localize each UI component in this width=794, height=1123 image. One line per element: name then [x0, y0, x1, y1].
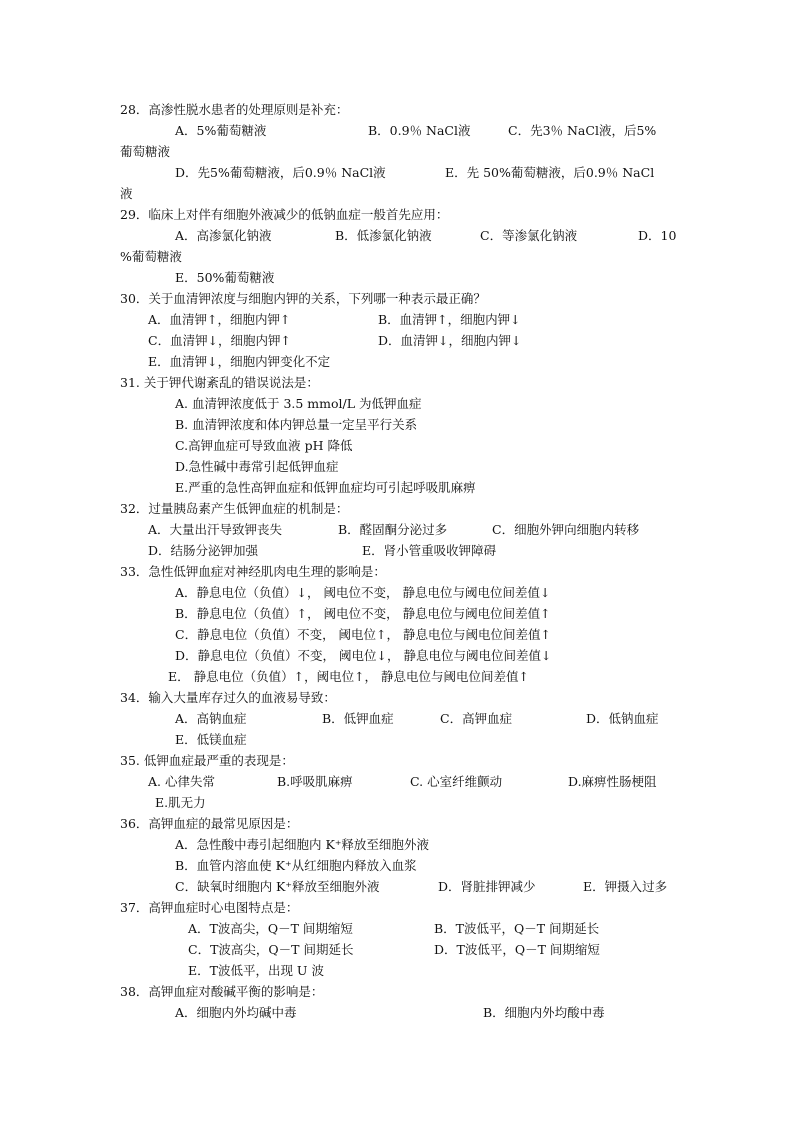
- answer-option: D．T波低平，Q－T 间期缩短: [434, 942, 600, 957]
- answer-option: C．血清钾↓，细胞内钾↑: [148, 333, 292, 348]
- answer-option: B．低渗氯化钠液: [335, 228, 432, 243]
- answer-option: E．血清钾↓，细胞内钾变化不定: [148, 354, 331, 369]
- answer-option: A．高钠血症: [175, 711, 247, 726]
- answer-option: A．静息电位（负值）↓， 阈电位不变， 静息电位与阈电位间差值↓: [175, 585, 551, 600]
- answer-option: D．结肠分泌钾加强: [148, 543, 259, 558]
- answer-option: A．血清钾↑，细胞内钾↑: [148, 312, 291, 327]
- answer-option: B.呼吸肌麻痹: [277, 774, 353, 789]
- answer-option: A．高渗氯化钠液: [175, 228, 272, 243]
- answer-option: D．10: [638, 228, 677, 243]
- answer-option: D．血清钾↓，细胞内钾↓: [378, 333, 522, 348]
- answer-option: A．5%葡萄糖液: [175, 123, 267, 138]
- answer-option: B．醛固酮分泌过多: [338, 522, 448, 537]
- answer-option: C．缺氧时细胞内 K⁺释放至细胞外液: [175, 879, 380, 894]
- answer-option: D．低钠血症: [586, 711, 659, 726]
- question-stem: 35. 低钾血症最严重的表现是：: [120, 753, 294, 768]
- answer-option: E．低镁血症: [175, 732, 247, 747]
- answer-option: D.急性碱中毒常引起低钾血症: [175, 459, 339, 474]
- question-stem: 29．临床上对伴有细胞外液减少的低钠血症一般首先应用：: [120, 207, 449, 222]
- answer-option: B．血清钾↑，细胞内钾↓: [378, 312, 521, 327]
- answer-option: B．静息电位（负值）↑， 阈电位不变， 静息电位与阈电位间差值↑: [175, 606, 551, 621]
- answer-option: C．细胞外钾向细胞内转移: [492, 522, 640, 537]
- answer-option: E．先 50%葡萄糖液，后0.9％ NaCl: [445, 165, 655, 180]
- answer-option: A．急性酸中毒引起细胞内 K⁺释放至细胞外液: [175, 837, 429, 852]
- question-stem: 38．高钾血症对酸碱平衡的影响是：: [120, 984, 324, 999]
- answer-option: C. 心室纤维颤动: [410, 774, 503, 789]
- answer-option: D．静息电位（负值）不变， 阈电位↓， 静息电位与阈电位间差值↓: [175, 648, 552, 663]
- answer-option: A．T波高尖，Q－T 间期缩短: [188, 921, 353, 936]
- answer-option: C．静息电位（负值）不变， 阈电位↑， 静息电位与阈电位间差值↑: [175, 627, 551, 642]
- answer-option: E．50%葡萄糖液: [175, 270, 275, 285]
- question-stem: 34．输入大量库存过久的血液易导致：: [120, 690, 336, 705]
- question-stem: 31. 关于钾代谢紊乱的错误说法是：: [120, 375, 319, 390]
- question-stem: 32．过量胰岛素产生低钾血症的机制是：: [120, 501, 349, 516]
- answer-option: C．T波高尖，Q－T 间期延长: [188, 942, 354, 957]
- answer-option: E．肾小管重吸收钾障碍: [362, 543, 497, 558]
- answer-option: 液: [120, 186, 133, 201]
- answer-option: E． 静息电位（负值）↑，阈电位↑， 静息电位与阈电位间差值↑: [168, 669, 529, 684]
- answer-option: B．细胞内外均酸中毒: [483, 1005, 605, 1020]
- answer-option: D．先5%葡萄糖液，后0.9％ NaCl液: [175, 165, 386, 180]
- question-stem: 33．急性低钾血症对神经肌肉电生理的影响是：: [120, 564, 386, 579]
- answer-option: A．细胞内外均碱中毒: [175, 1005, 297, 1020]
- answer-option: B. 血清钾浓度和体内钾总量一定呈平行关系: [175, 417, 418, 432]
- answer-option: E．钾摄入过多: [583, 879, 668, 894]
- question-stem: 37．高钾血症时心电图特点是：: [120, 900, 299, 915]
- answer-option: 葡萄糖液: [120, 144, 171, 159]
- question-stem: 30．关于血清钾浓度与细胞内钾的关系，下列哪一种表示最正确？: [120, 291, 486, 306]
- answer-option: D.麻痹性肠梗阻: [568, 774, 657, 789]
- answer-option: C．高钾血症: [440, 711, 513, 726]
- answer-option: E．T波低平，出现 U 波: [188, 963, 324, 978]
- answer-option: C．先3％ NaCl液，后5%: [508, 123, 657, 138]
- answer-option: B．T波低平，Q－T 间期延长: [434, 921, 600, 936]
- answer-option: B．血管内溶血使 K⁺从红细胞内释放入血浆: [175, 858, 417, 873]
- answer-option: B．低钾血症: [322, 711, 394, 726]
- answer-option: A. 血清钾浓度低于 3.5 mmol/L 为低钾血症: [175, 396, 422, 411]
- answer-option: %葡萄糖液: [120, 249, 182, 264]
- question-stem: 28．高渗性脱水患者的处理原则是补充：: [120, 102, 349, 117]
- answer-option: B．0.9％ NaCl液: [368, 123, 471, 138]
- question-stem: 36．高钾血症的最常见原因是：: [120, 816, 299, 831]
- answer-option: D．肾脏排钾减少: [438, 879, 536, 894]
- answer-option: C．等渗氯化钠液: [480, 228, 578, 243]
- answer-option: C.高钾血症可导致血液 pH 降低: [175, 438, 353, 453]
- answer-option: E.肌无力: [155, 795, 206, 810]
- answer-option: A. 心律失常: [148, 774, 215, 789]
- answer-option: A．大量出汗导致钾丧失: [148, 522, 283, 537]
- answer-option: E.严重的急性高钾血症和低钾血症均可引起呼吸肌麻痹: [175, 480, 476, 495]
